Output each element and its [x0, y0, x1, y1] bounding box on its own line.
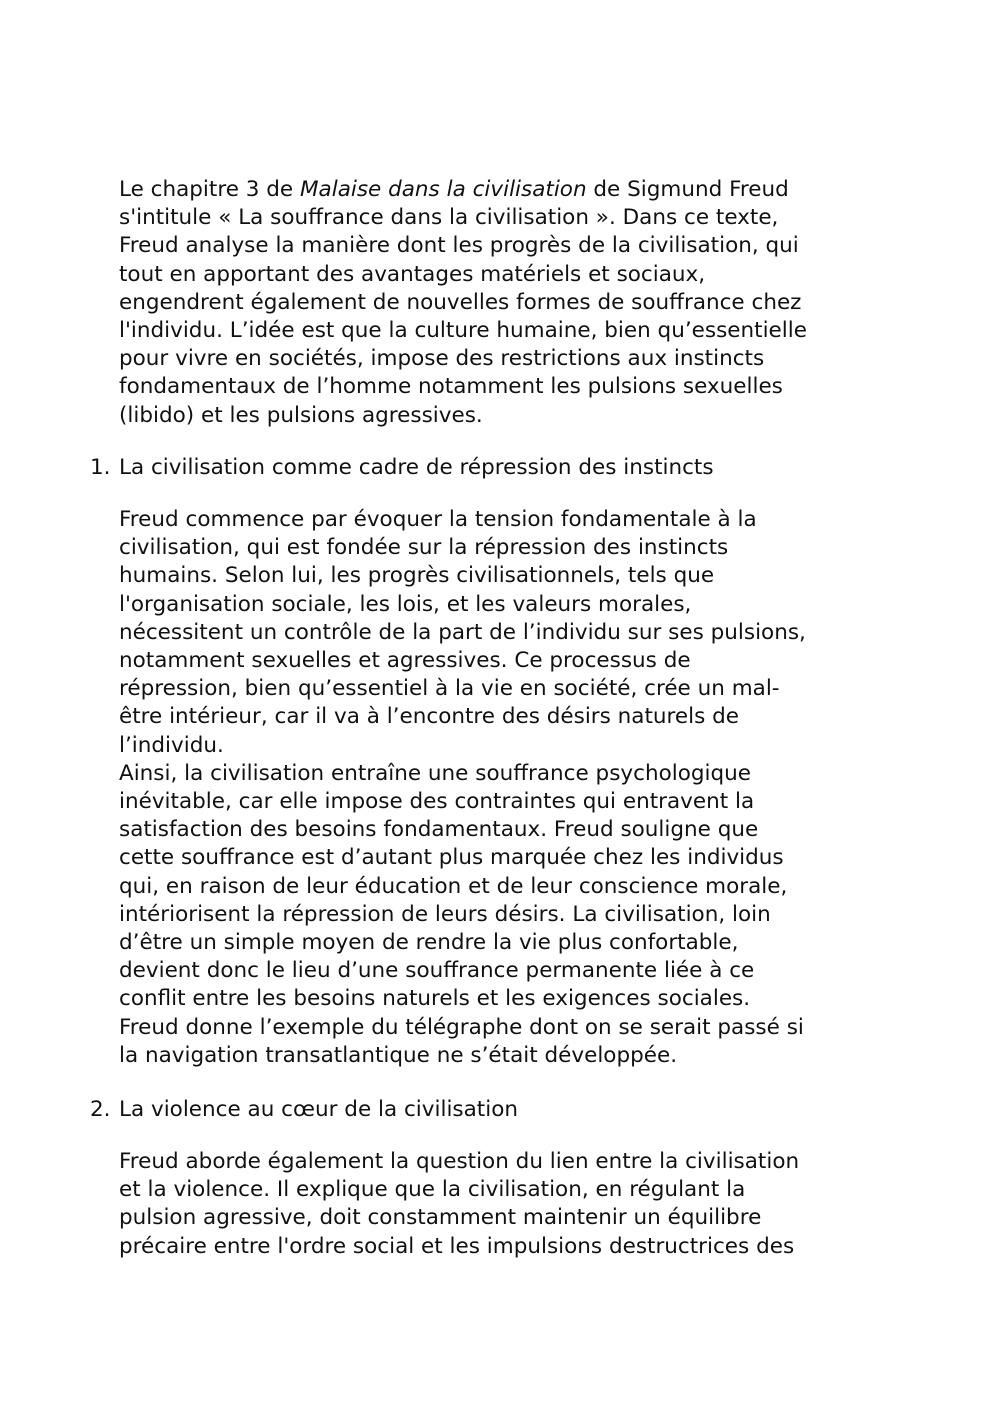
section-1-heading	[90, 454, 714, 482]
intro-paragraph	[119, 176, 879, 430]
intro-text-start: Le chapitre 3 de	[119, 177, 300, 202]
book-title: Malaise dans la civilisation	[300, 177, 587, 202]
section-1-body: Freud commence par évoquer la tension fondamentale à la civilisation, qui est fondée sur la répression des instincts humains. Selon lui, les progrès civilisationnels, tels que l'organisation sociale, les lois, et les valeurs morales, nécessitent un contrôle de la part de l’individu sur ses pulsions, notamment sexuelles et agressives. Ce processus de répression, bien qu’essentiel à la vie en société, crée un mal- être intérieur, car il va à l’encontre des désirs naturels de l’individu. Ainsi, la civilisation entraîne une souffrance psychologique inévitable, car elle impose des contraintes qui entravent la satisfaction des besoins fondamentaux. Freud souligne que cette souffrance est d’autant plus marquée chez les individus qui, en raison de leur éducation et de leur conscience morale, intériorisent la répression de leurs désirs. La civilisation, loin d’être un simple moyen de rendre la vie plus confortable, devient donc le lieu d’une souffrance permanente liée à ce conflit entre les besoins naturels et les exigences sociales. Freud donne l’exemple du télégraphe dont on se serait passé si la navigation transatlantique ne s’était développée.	[119, 507, 806, 1068]
section-2-number: 2.	[90, 1097, 111, 1122]
section-2-heading	[90, 1096, 518, 1124]
section-2-title: La violence au cœur de la civilisation	[119, 1097, 518, 1122]
section-2-body: Freud aborde également la question du lien entre la civilisation et la violence. Il explique que la civilisation, en régulant la pulsion agressive, doit constamment maintenir un équilibre précaire entre l'ordre social et les impulsions destructrices des	[119, 1149, 800, 1259]
section-1-title: La civilisation comme cadre de répression des instincts	[119, 455, 714, 480]
section-1-number: 1.	[90, 455, 111, 480]
intro-text-rest: de Sigmund Freud s'intitule « La souffrance dans la civilisation ». Dans ce texte, Freud analyse la manière dont les progrès de la civilisation, qui tout en apportant des avantages matériels et sociaux, engendrent également de nouvelles formes de souffrance chez l'individu. L’idée est que la culture humaine, bien qu’essentielle pour vivre en sociétés, impose des restrictions aux instincts fondamentaux de l’homme notamment les pulsions sexuelles (libido) et les pulsions agressives.	[119, 177, 807, 428]
